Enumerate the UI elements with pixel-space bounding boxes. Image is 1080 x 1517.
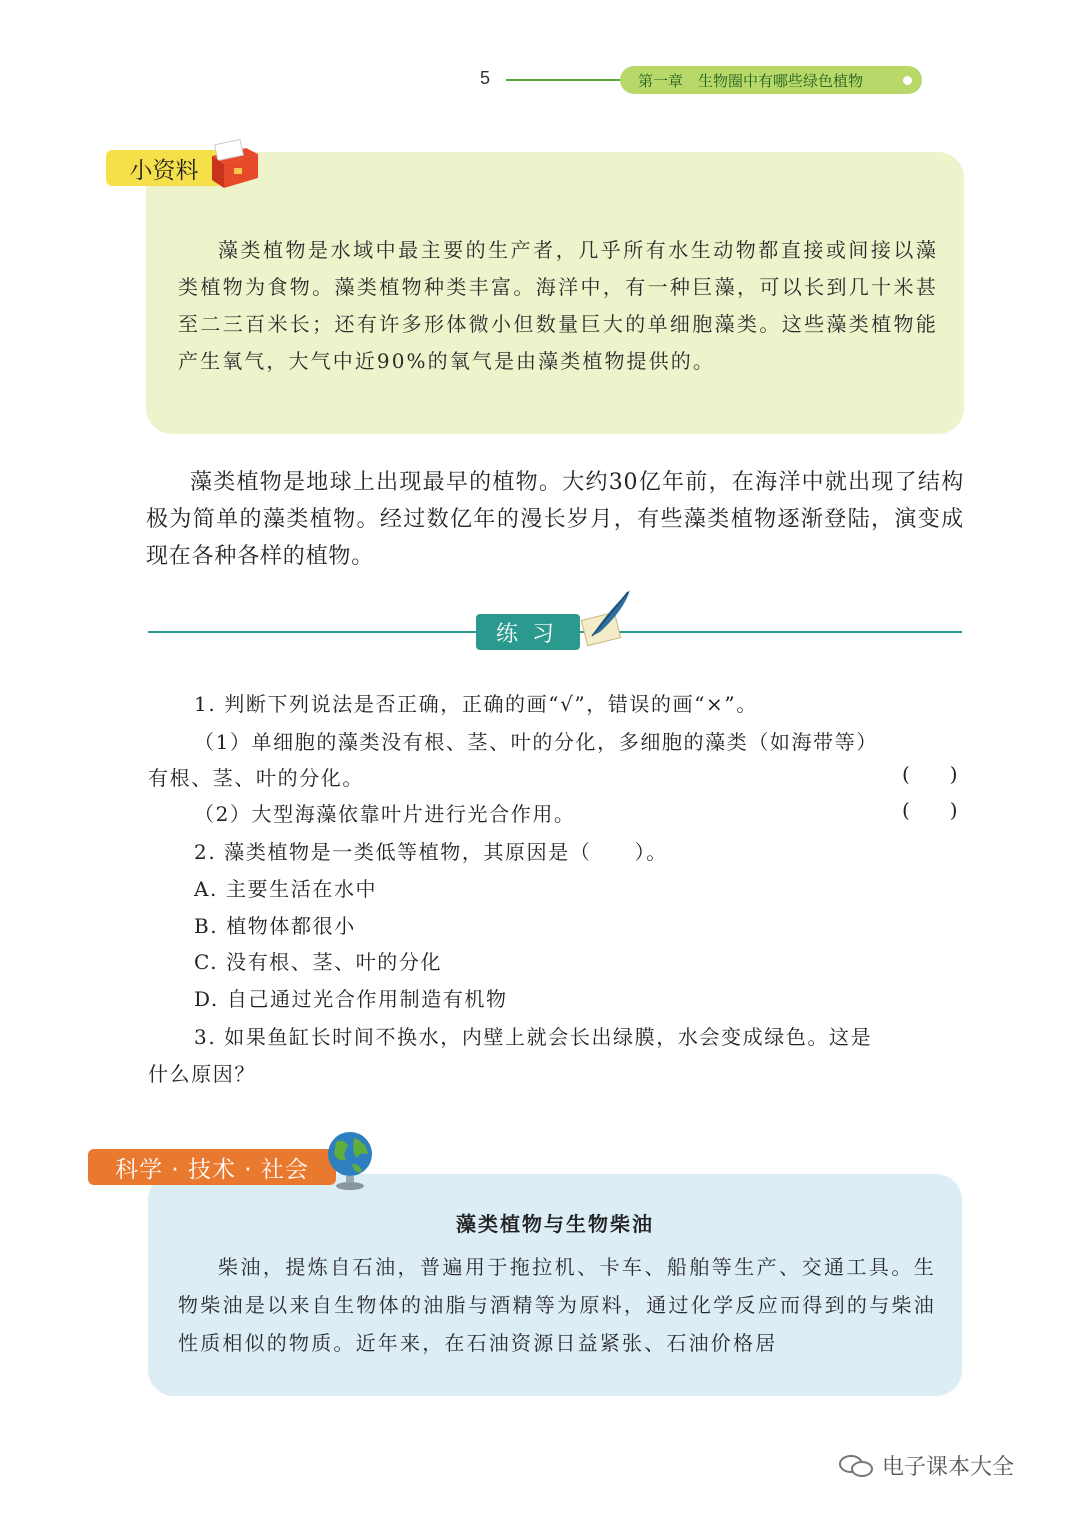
question-1: 1. 判断下列说法是否正确，正确的画“√”，错误的画“×”。 [194,692,758,716]
sci-text: 柴油，提炼自石油，普遍用于拖拉机、卡车、船舶等生产、交通工具。生物柴油是以来自生物体的油脂与酒精等为原料，通过化学反应而得到的与柴油性质相似的物质。近年来，在石油资源日益紧张、石油价格居 [178,1255,936,1355]
question-1-1-line2: 有根、茎、叶的分化。 [148,766,364,790]
option-b: B. 植物体都很小 [194,914,356,938]
option-d: D. 自己通过光合作用制造有机物 [194,987,508,1011]
chapter-title: 第一章 生物圈中有哪些绿色植物 [638,71,864,90]
quill-icon [574,586,634,648]
wechat-icon [838,1454,874,1478]
chapter-header [620,66,922,94]
answer-blank: ( ) [902,798,958,822]
question-2: 2. 藻类植物是一类低等植物，其原因是（ ）。 [194,840,668,864]
question-3-line1: 3. 如果鱼缸长时间不换水，内壁上就会长出绿膜，水会变成绿色。这是 [194,1025,873,1049]
practice-tab: 练习 [476,614,580,650]
watermark [838,1450,1014,1481]
globe-icon [322,1128,378,1192]
body-paragraph: 藻类植物是地球上出现最早的植物。大约30亿年前，在海洋中就出现了结构极为简单的藻类植物。经过数亿年的漫长岁月，有些藻类植物逐渐登陆，演变成现在各种各样的植物。 [146,470,964,569]
watermark-text: 电子课本大全 [882,1455,1015,1480]
info-text: 藻类植物是水域中最主要的生产者，几乎所有水生动物都直接或间接以藻类植物为食物。藻类植物种类丰富。海洋中，有一种巨藻，可以长到几十米甚至二三百米长；还有许多形体微小但数量巨大的单细胞藻类。这些藻类植物能产生氧气，大气中近90%的氧气是由藻类植物提供的。 [178,238,938,373]
info-tag: 小资料 [106,150,222,186]
answer-blank: ( ) [902,762,958,786]
chapter-dot [903,76,912,85]
page-number: 5 [480,68,491,88]
treasure-box-icon [206,130,262,190]
sci-title: 藻类植物与生物柴油 [456,1212,654,1236]
option-c: C. 没有根、茎、叶的分化 [194,950,443,974]
question-1-1-line1: （1）单细胞的藻类没有根、茎、叶的分化，多细胞的藻类（如海带等） [194,730,878,754]
question-1-2: （2）大型海藻依靠叶片进行光合作用。 [194,802,576,826]
option-a: A. 主要生活在水中 [194,877,378,901]
question-3-line2: 什么原因？ [148,1062,256,1086]
sci-tag: 科学 · 技术 · 社会 [88,1149,336,1185]
